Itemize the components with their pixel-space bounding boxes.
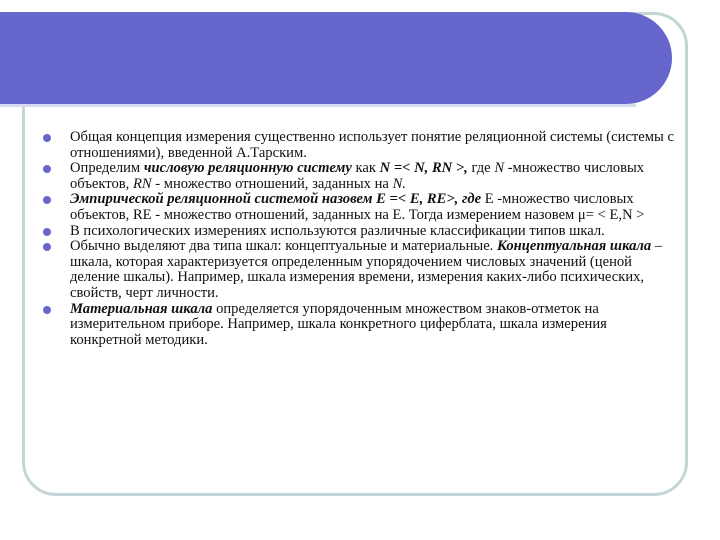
bullet-dot-icon	[43, 134, 51, 142]
title-underline	[0, 104, 636, 107]
bullet-dot-icon	[43, 196, 51, 204]
bullet-dot-icon	[43, 243, 51, 251]
bullet-item-4	[42, 224, 682, 240]
bullet-dot-icon	[43, 165, 51, 173]
bullet-text-5: Обычно выделяют два типа шкал: концептуальные и материальные. Концептуальная шкала – шкала, которая характеризуется определенным упорядочением числовых значений (ценой деление шкалы). Например, шкала измерения времени, измерения каких-либо психических, свойств, черт личности.	[70, 238, 663, 301]
bullet-list	[42, 130, 682, 348]
bullet-text-6: Материальная шкала определяется упорядоченным множеством знаков-отметок на измерительном приборе. Например, шкала конкретного циферблата, шкала измерения конкретной методики.	[70, 300, 607, 348]
bullet-text-1: Общая концепция измерения существенно использует понятие реляционной системы (системы с отношениями), введенной А.Тарским.	[70, 129, 674, 161]
bullet-item-1	[42, 130, 682, 161]
bullet-item-2	[42, 161, 682, 192]
title-bar	[0, 12, 672, 104]
bullet-dot-icon	[43, 228, 51, 236]
bullet-text-4: В психологических измерениях используются различные классификации типов шкал.	[70, 222, 605, 239]
bullet-text-2: Определим числовую реляционную систему как N =< N, RN >, где N -множество числовых объектов, RN - множество отношений, заданных на N.	[70, 160, 645, 192]
bullet-text-3: Эмпирической реляционной системой назовем E =< E, RE>, где E -множество числовых объектов, RE - множество отношений, заданных на E. Тогда измерением назовем μ= < E,N >	[70, 191, 645, 223]
bullet-item-5	[42, 239, 682, 301]
bullet-item-3	[42, 192, 682, 223]
bullet-item-6	[42, 302, 682, 349]
bullet-dot-icon	[43, 306, 51, 314]
